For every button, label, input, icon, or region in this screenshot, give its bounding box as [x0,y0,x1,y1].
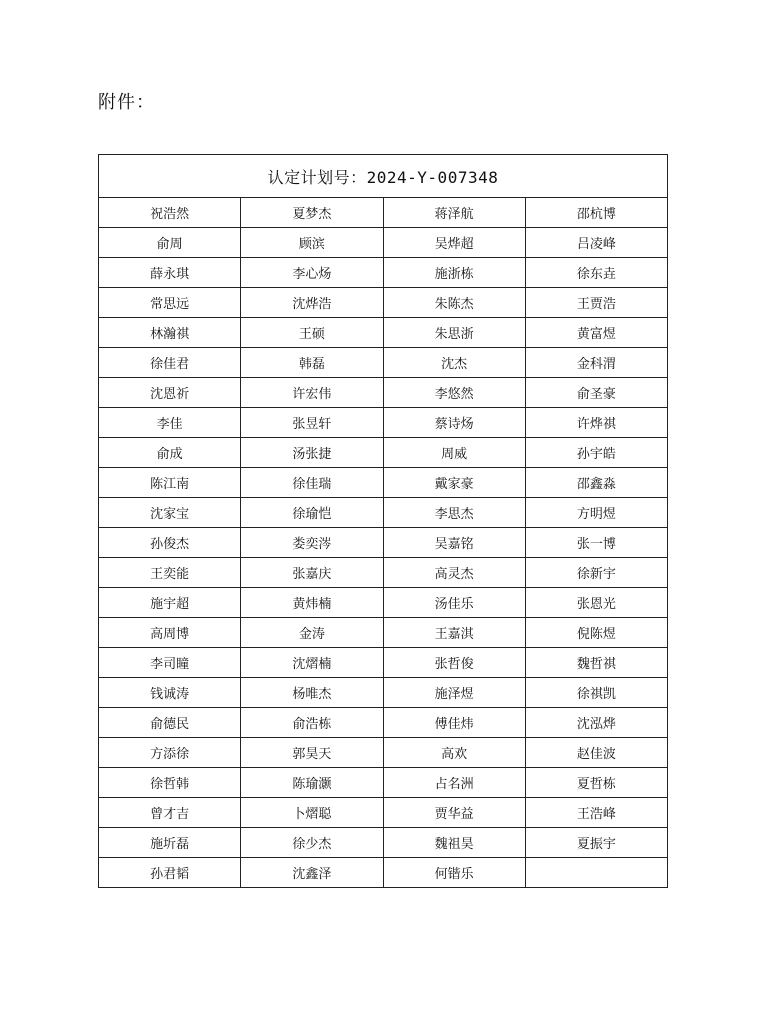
name-cell: 贾华益 [383,798,525,828]
plan-number-title: 认定计划号：2024-Y-007348 [99,155,668,198]
name-cell: 黄富煜 [525,318,667,348]
name-cell: 俞德民 [99,708,241,738]
name-cell: 俞浩栋 [241,708,383,738]
name-cell: 何锴乐 [383,858,525,888]
name-cell: 夏梦杰 [241,198,383,228]
name-cell: 施宇超 [99,588,241,618]
name-cell: 杨唯杰 [241,678,383,708]
name-cell: 常思远 [99,288,241,318]
name-cell: 李心炀 [241,258,383,288]
table-row [99,738,668,768]
name-cell: 徐哲韩 [99,768,241,798]
table-row [99,798,668,828]
name-cell: 许烨祺 [525,408,667,438]
name-cell: 方明煜 [525,498,667,528]
name-cell: 沈家宝 [99,498,241,528]
name-cell: 高周博 [99,618,241,648]
name-cell: 卜熠聪 [241,798,383,828]
name-cell: 高欢 [383,738,525,768]
name-cell: 倪陈煜 [525,618,667,648]
name-cell: 王奕能 [99,558,241,588]
name-cell: 沈恩祈 [99,378,241,408]
name-cell: 许宏伟 [241,378,383,408]
name-cell: 俞圣豪 [525,378,667,408]
name-cell: 李思杰 [383,498,525,528]
name-cell: 汤佳乐 [383,588,525,618]
name-cell: 王贾浩 [525,288,667,318]
table-row [99,558,668,588]
name-cell: 曾才吉 [99,798,241,828]
name-cell: 张哲俊 [383,648,525,678]
name-table [98,154,668,888]
table-row [99,498,668,528]
name-cell: 蔡诗炀 [383,408,525,438]
name-cell: 徐祺凯 [525,678,667,708]
name-cell: 李佳 [99,408,241,438]
name-cell: 俞成 [99,438,241,468]
name-cell: 陈瑜灏 [241,768,383,798]
name-cell: 占名洲 [383,768,525,798]
name-cell: 朱思浙 [383,318,525,348]
table-row [99,528,668,558]
name-cell: 徐少杰 [241,828,383,858]
name-cell: 邵杭博 [525,198,667,228]
table-row [99,858,668,888]
name-cell: 钱诚涛 [99,678,241,708]
name-cell: 陈江南 [99,468,241,498]
table-row [99,318,668,348]
name-cell: 王硕 [241,318,383,348]
table-row [99,618,668,648]
name-cell: 林瀚祺 [99,318,241,348]
name-cell: 徐佳君 [99,348,241,378]
name-cell: 吕凌峰 [525,228,667,258]
name-cell: 孙君韬 [99,858,241,888]
name-cell: 方添徐 [99,738,241,768]
table-row [99,438,668,468]
name-cell: 吴嘉铭 [383,528,525,558]
name-cell: 韩磊 [241,348,383,378]
name-cell: 张一博 [525,528,667,558]
name-cell: 夏振宇 [525,828,667,858]
name-cell: 金涛 [241,618,383,648]
name-cell: 孙俊杰 [99,528,241,558]
name-cell: 徐新宇 [525,558,667,588]
name-cell: 魏哲祺 [525,648,667,678]
name-cell: 顾滨 [241,228,383,258]
name-cell: 徐东垚 [525,258,667,288]
name-cell: 邵鑫淼 [525,468,667,498]
name-cell: 娄奕涔 [241,528,383,558]
name-cell: 俞周 [99,228,241,258]
table-body [99,155,668,888]
name-cell: 朱陈杰 [383,288,525,318]
name-cell: 张嘉庆 [241,558,383,588]
table-row [99,678,668,708]
table-row [99,198,668,228]
name-cell: 孙宇皓 [525,438,667,468]
name-cell: 吴烨超 [383,228,525,258]
name-cell: 施浙栋 [383,258,525,288]
table-row [99,408,668,438]
name-cell: 郭昊天 [241,738,383,768]
name-cell: 薛永琪 [99,258,241,288]
table-row [99,288,668,318]
title-row [99,155,668,198]
attachment-label: 附件： [98,92,155,113]
name-cell: 李司瞳 [99,648,241,678]
name-cell: 祝浩然 [99,198,241,228]
name-cell: 施圻磊 [99,828,241,858]
name-cell: 黄炜楠 [241,588,383,618]
name-cell: 王浩峰 [525,798,667,828]
name-cell: 李悠然 [383,378,525,408]
name-cell: 沈烨浩 [241,288,383,318]
name-cell: 徐瑜恺 [241,498,383,528]
name-cell: 沈杰 [383,348,525,378]
name-cell: 沈泓烨 [525,708,667,738]
name-cell: 赵佳波 [525,738,667,768]
table-row [99,348,668,378]
name-cell: 夏哲栋 [525,768,667,798]
name-cell: 王嘉淇 [383,618,525,648]
name-cell: 高灵杰 [383,558,525,588]
table-row [99,828,668,858]
name-cell: 沈熠楠 [241,648,383,678]
name-cell: 蒋泽航 [383,198,525,228]
name-cell: 傅佳炜 [383,708,525,738]
table-row [99,768,668,798]
name-cell: 张昱轩 [241,408,383,438]
table-row [99,468,668,498]
name-cell: 魏祖昊 [383,828,525,858]
name-cell: 沈鑫泽 [241,858,383,888]
name-cell: 金科渭 [525,348,667,378]
name-cell: 汤张捷 [241,438,383,468]
name-cell: 张恩光 [525,588,667,618]
table-row [99,648,668,678]
table-row [99,228,668,258]
name-cell: 戴家豪 [383,468,525,498]
table-row [99,258,668,288]
table-row [99,378,668,408]
name-cell: 周威 [383,438,525,468]
name-cell: 徐佳瑞 [241,468,383,498]
name-cell [525,858,667,888]
table-row [99,588,668,618]
table-row [99,708,668,738]
name-cell: 施泽煜 [383,678,525,708]
